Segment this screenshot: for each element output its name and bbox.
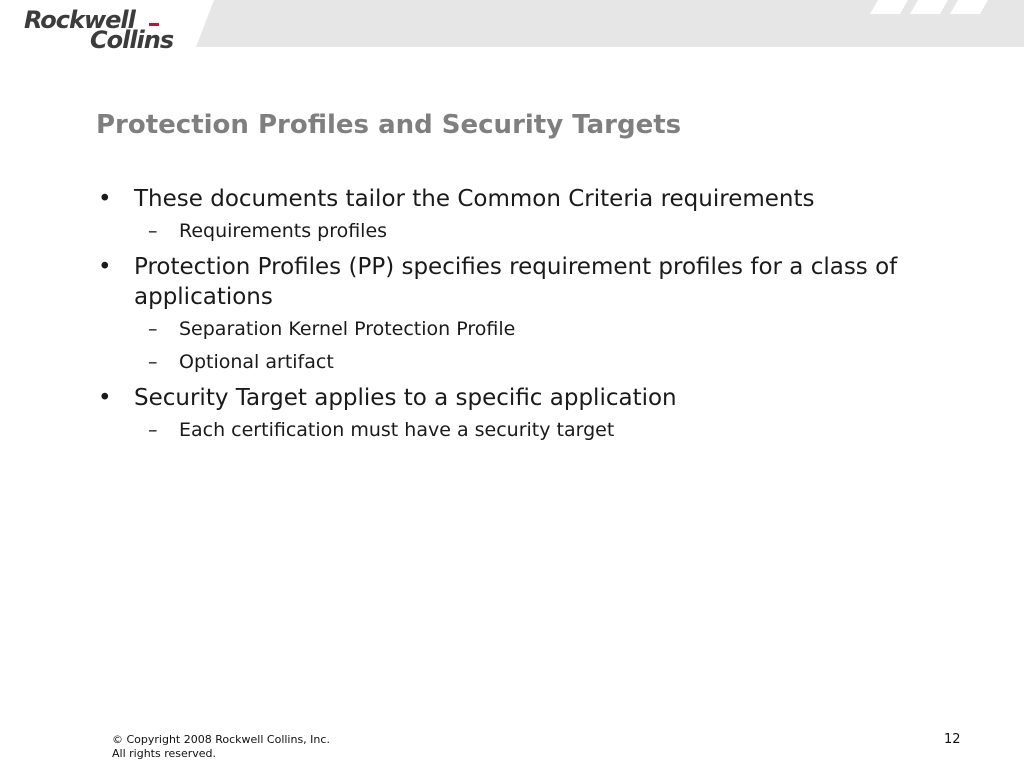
logo-line1: Rockwell (24, 6, 135, 34)
bullet-text: Protection Profiles (PP) specifies requirement profiles for a class of applications (134, 254, 898, 310)
bullet-marker: • (98, 254, 112, 280)
bullet-item (96, 252, 976, 312)
dash-marker: – (148, 419, 158, 441)
bullet-item (96, 184, 976, 214)
sub-bullet-text: Each certification must have a security target (179, 419, 615, 441)
dash-marker: – (148, 318, 158, 340)
sub-bullet-text: Optional artifact (179, 351, 334, 373)
bullet-item (96, 383, 976, 413)
sub-bullet-item (96, 219, 976, 244)
logo-line2: Collins (90, 26, 174, 54)
copyright-line2: All rights reserved. (112, 747, 217, 760)
bullet-text: Security Target applies to a specific application (134, 385, 677, 411)
bullet-text: These documents tailor the Common Criteria requirements (134, 186, 815, 212)
sub-bullet-text: Requirements profiles (179, 220, 388, 242)
page-number: 12 (944, 732, 961, 747)
rockwell-collins-logo (22, 6, 192, 54)
copyright-notice (112, 733, 330, 761)
copyright-line1: © Copyright 2008 Rockwell Collins, Inc. (112, 733, 330, 746)
sub-bullet-text: Separation Kernel Protection Profile (179, 318, 516, 340)
bullet-marker: • (98, 186, 112, 212)
slide-title: Protection Profiles and Security Targets (96, 110, 682, 140)
bullet-marker: • (98, 385, 112, 411)
sub-bullet-item (96, 350, 976, 375)
dash-marker: – (148, 351, 158, 373)
slide-content (96, 184, 976, 451)
sub-bullet-item (96, 418, 976, 443)
sub-bullet-item (96, 317, 976, 342)
dash-marker: – (148, 220, 158, 242)
